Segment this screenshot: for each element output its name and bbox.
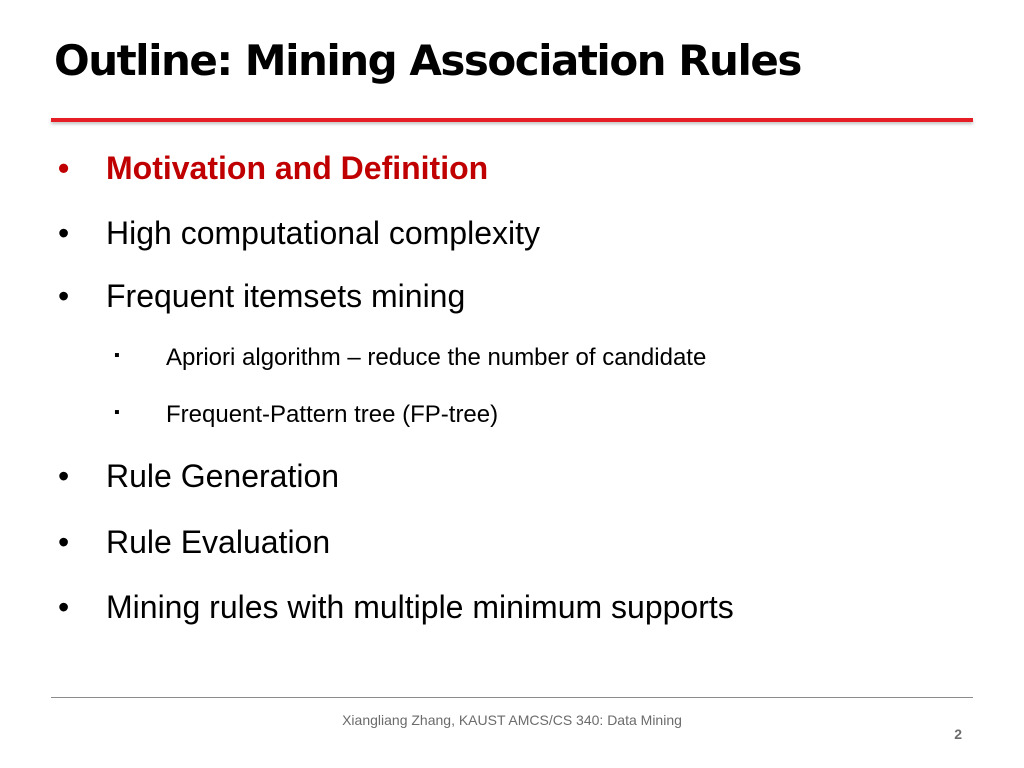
bullet-marker: • bbox=[58, 278, 70, 314]
footer-divider bbox=[51, 697, 973, 698]
footer-credit: Xiangliang Zhang, KAUST AMCS/CS 340: Data Mining bbox=[342, 712, 682, 728]
outline-item-label: Frequent itemsets mining bbox=[106, 278, 466, 314]
outline-item-label: Motivation and Definition bbox=[106, 150, 489, 186]
square-bullet-marker: ▪ bbox=[114, 404, 120, 421]
outline-item-label: Mining rules with multiple minimum supports bbox=[106, 589, 734, 625]
outline-item-label: Rule Evaluation bbox=[106, 524, 331, 560]
bullet-marker: • bbox=[58, 215, 70, 251]
outline-subitem-label: Frequent-Pattern tree (FP-tree) bbox=[166, 401, 499, 428]
square-bullet-marker: ▪ bbox=[114, 347, 120, 364]
bullet-marker: • bbox=[58, 458, 70, 494]
slide-title: Outline: Mining Association Rules bbox=[54, 36, 801, 85]
bullet-marker: • bbox=[58, 589, 70, 625]
page-number: 2 bbox=[954, 726, 962, 742]
outline-item-label: High computational complexity bbox=[106, 215, 540, 251]
outline-item-label: Rule Generation bbox=[106, 458, 340, 494]
bullet-marker: • bbox=[58, 150, 70, 186]
bullet-marker: • bbox=[58, 524, 70, 560]
outline-subitem-label: Apriori algorithm – reduce the number of candidate bbox=[166, 344, 707, 371]
